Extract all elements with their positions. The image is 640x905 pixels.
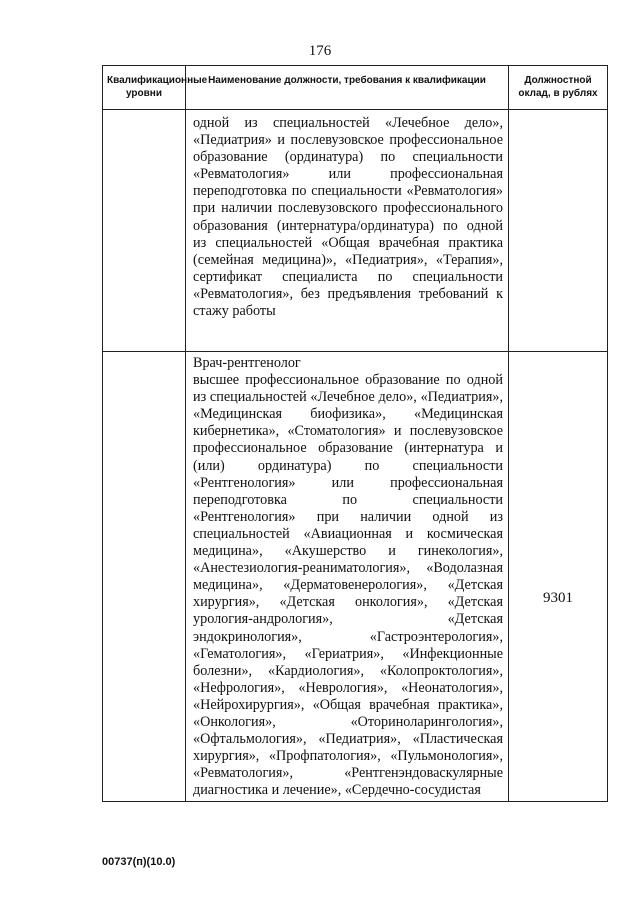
requirements-cell <box>186 352 509 802</box>
header-position-requirements: Наименование должности, требования к квалификации <box>186 66 509 110</box>
requirements-cell <box>186 110 509 352</box>
position-title: Врач-рентгенолог <box>193 355 301 371</box>
requirements-text: высшее профессиональное образование по одной из специальностей «Лечебное дело», «Педиатрия», «Медицинская биофизика», «Медицинская кибернетика», «Стоматология» и послевузовское профессиональное образование (интернатура и (или) ординатура) по специальности «Рентгенология» или профессиональная переподготовка по специальности «Рентгенология» при наличии одной из специальностей «Авиационная и космическая медицина», «Акушерство и гинекология», «Анестезиология-реаниматология», «Водолазная медицина», «Дерматовенерология», «Детская хирургия», «Детская онкология», «Детская урология-андрология», «Детская эндокринология», «Гастроэнтерология», «Гематология», «Гериатрия», «Инфекционные болезни», «Кардиология», «Колопроктология», «Нефрология», «Неврология», «Неонатология», «Нейрохирургия», «Общая врачебная практика», «Онкология», «Оториноларингология», «Офтальмология», «Педиатрия», «Пластическая хирургия», «Профпатология», «Пульмонология», «Ревматология», «Рентгенэндоваскулярные диагностика и лечение», «Сердечно-сосудистая <box>193 372 503 799</box>
table-header-row <box>103 66 608 110</box>
header-levels: Квалификационные уровни <box>103 66 186 110</box>
table-row <box>103 110 608 352</box>
page-number: 176 <box>308 43 332 59</box>
salary-cell <box>509 110 608 352</box>
document-code: 00737(п)(10.0) <box>102 856 176 868</box>
salary-cell <box>509 352 608 802</box>
salary-value: 9301 <box>543 590 573 606</box>
level-cell <box>103 352 186 802</box>
qualification-table <box>102 65 608 802</box>
table-row <box>103 352 608 802</box>
requirements-text: одной из специальностей «Лечебное дело», «Педиатрия» и послевузовское профессиональное образование (ординатура) по специальности «Ревматология» или профессиональная переподготовка по специальности «Ревматология» при наличии послевузовского профессионального образования (интернатура/ординатура) по одной из специальностей «Общая врачебная практика (семейная медицина)», «Педиатрия», «Терапия», сертификат специалиста по специальности «Ревматология», без предъявления требований к стажу работы <box>193 115 503 320</box>
level-cell <box>103 110 186 352</box>
header-salary: Должностной оклад, в рублях <box>509 66 608 110</box>
